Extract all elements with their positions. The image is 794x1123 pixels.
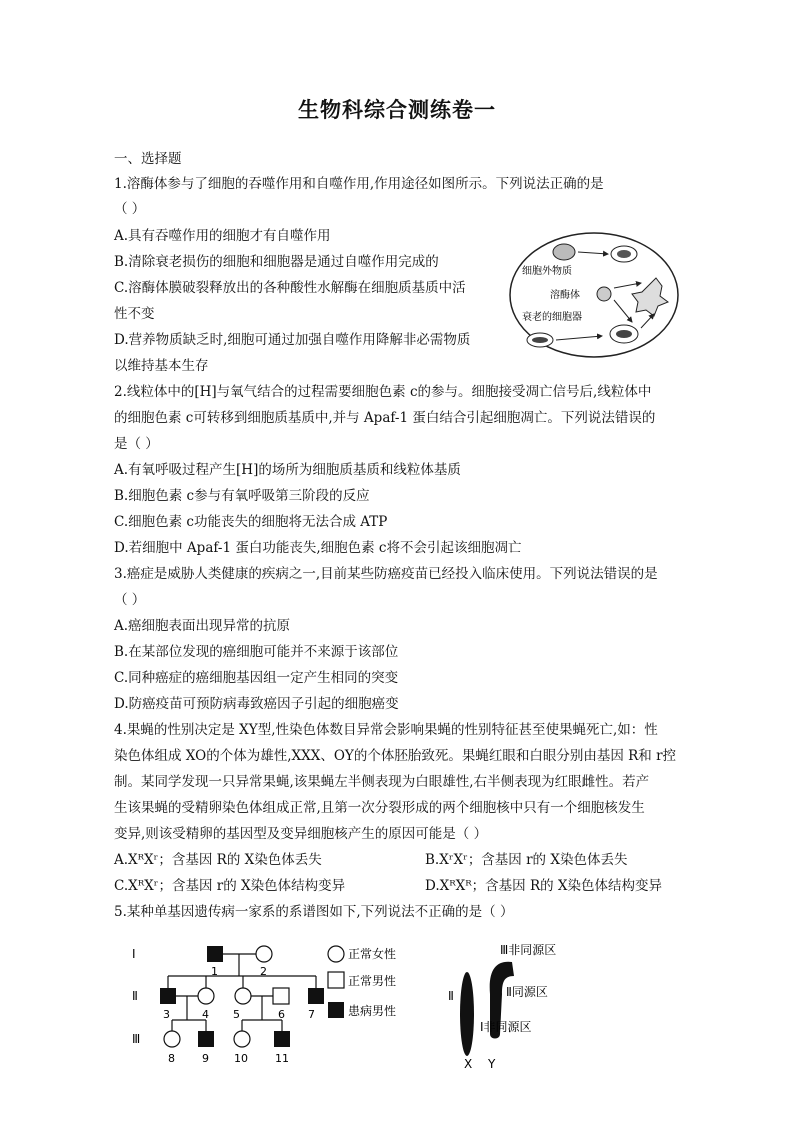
q1-stem-line1: 1.溶酶体参与了细胞的吞噬作用和自噬作用,作用途径如图所示。下列说法正确的是 [114, 176, 604, 192]
fig1-label-aged: 衰老的细胞器 [522, 312, 582, 323]
pedigree-I2 [256, 946, 272, 962]
num-1: 1 [211, 965, 218, 978]
region-label-1: Ⅰ非同源区 [480, 1020, 532, 1034]
num-6: 6 [278, 1008, 285, 1021]
num-8: 8 [168, 1052, 175, 1065]
num-11: 11 [275, 1052, 289, 1065]
q4-option-d-text: ；含基因 R的 X染色体结构变异 [471, 878, 663, 894]
legend-normal-female-symbol [328, 946, 344, 962]
q2-stem-line3: 是（ ） [114, 436, 159, 452]
region-label-left: Ⅱ [448, 989, 454, 1003]
legend-normal-female: 正常女性 [348, 947, 397, 961]
pedigree-III10 [234, 1031, 250, 1047]
page-title: 生物科综合测练卷一 [298, 98, 496, 122]
q1-option-d-line2: 以维持基本生存 [114, 358, 209, 374]
legend-normal-male-symbol [328, 972, 344, 988]
q3-option-c: C.同种癌症的癌细胞基因组一定产生相同的突变 [114, 670, 399, 686]
q4-option-a-text: ；含基因 R的 X染色体丢失 [158, 852, 322, 868]
q5-stem: 5.某种单基因遗传病一家系的系谱图如下,下列说法不正确的是（ ） [114, 904, 514, 920]
q3-stem-line2: （ ） [114, 592, 146, 608]
pedigree-II3 [160, 988, 176, 1004]
gen-label-3: Ⅲ [132, 1032, 141, 1046]
pedigree-III9 [198, 1031, 214, 1047]
pedigree-III11 [274, 1031, 290, 1047]
q1-option-c-line1: C.溶酶体膜破裂释放出的各种酸性水解酶在细胞质基质中活 [114, 280, 466, 296]
q4-stem-line5: 变异,则该受精卵的基因型及变异细胞核产生的原因可能是（ ） [114, 826, 488, 842]
q1-option-c-line2: 性不变 [114, 306, 155, 322]
pedigree-II5 [235, 988, 251, 1004]
q2-option-b: B.细胞色素 c参与有氧呼吸第三阶段的反应 [114, 488, 370, 504]
q3-option-d: D.防癌疫苗可预防病毒致癌因子引起的细胞癌变 [114, 696, 399, 712]
gen-label-2: Ⅱ [132, 989, 138, 1003]
num-2: 2 [260, 965, 267, 978]
q4-option-c [114, 877, 345, 895]
q2-option-d: D.若细胞中 Apaf-1 蛋白功能丧失,细胞色素 c将不会引起该细胞凋亡 [114, 540, 522, 556]
q4-option-d [425, 877, 662, 895]
pedigree-II4 [198, 988, 214, 1004]
num-5: 5 [233, 1008, 240, 1021]
q2-option-a: A.有氧呼吸过程产生[H]的场所为细胞质基质和线粒体基质 [114, 462, 461, 478]
q3-stem-line1: 3.癌症是威胁人类健康的疾病之一,目前某些防癌疫苗已经投入临床使用。下列说法错误的是 [114, 566, 658, 582]
q4-stem-line2: 染色体组成 XO的个体为雄性,XXX、OY的个体胚胎致死。果蝇红眼和白眼分别由基因 R和 r控 [114, 748, 677, 764]
pedigree-I1 [207, 946, 223, 962]
num-10: 10 [234, 1052, 248, 1065]
pedigree-III8 [164, 1031, 180, 1047]
section-heading: 一、选择题 [114, 151, 182, 167]
q4-option-a-genotype: A.XᴿXʳ [114, 852, 159, 868]
x-label: X [464, 1057, 473, 1071]
fig1-label-lysosome: 溶酶体 [550, 290, 580, 301]
q4-stem-line4: 生该果蝇的受精卵染色体组成正常,且第一次分裂形成的两个细胞核中只有一个细胞核发生 [114, 800, 645, 816]
legend-affected-male-symbol [328, 1002, 344, 1018]
region-label-3: Ⅲ非同源区 [500, 943, 557, 957]
q1-stem-line2: （ ） [114, 201, 146, 217]
fig1-label-outside: 细胞外物质 [522, 266, 572, 277]
q4-option-d-genotype: D.XᴿXᴿ [425, 878, 472, 894]
q4-option-b-text: ；含基因 r的 X染色体丢失 [467, 852, 628, 868]
legend-normal-male: 正常男性 [348, 974, 397, 988]
q2-stem-line1: 2.线粒体中的[H]与氧气结合的过程需要细胞色素 c的参与。细胞接受凋亡信号后,线粒体中 [114, 384, 652, 400]
q4-option-b [425, 851, 627, 869]
q2-stem-line2: 的细胞色素 c可转移到细胞质基质中,并与 Apaf-1 蛋白结合引起细胞凋亡。下列说法错误的 [114, 410, 656, 426]
q4-option-c-text: ；含基因 r的 X染色体结构变异 [158, 878, 346, 894]
lysosome-diagram [506, 228, 682, 363]
q3-option-b: B.在某部位发现的癌细胞可能并不来源于该部位 [114, 644, 399, 660]
pedigree-II6 [273, 988, 289, 1004]
q1-option-d-line1: D.营养物质缺乏时,细胞可通过加强自噬作用降解非必需物质 [114, 332, 471, 348]
y-label: Y [488, 1057, 496, 1071]
q2-option-c: C.细胞色素 c功能丧失的细胞将无法合成 ATP [114, 514, 388, 530]
q4-option-c-genotype: C.XᴿXʳ [114, 878, 159, 894]
q1-option-b: B.清除衰老损伤的细胞和细胞器是通过自噬作用完成的 [114, 254, 439, 270]
xy-chromosome-diagram [440, 934, 580, 1074]
q1-option-a: A.具有吞噬作用的细胞才有自噬作用 [114, 228, 331, 244]
num-4: 4 [202, 1008, 209, 1021]
q4-option-b-genotype: B.XʳXʳ [425, 852, 468, 868]
pedigree-chart [126, 934, 416, 1074]
q4-stem-line3: 制。某同学发现一只异常果蝇,该果蝇左半侧表现为白眼雄性,右半侧表现为红眼雌性。若产 [114, 774, 650, 790]
pedigree-II7 [308, 988, 324, 1004]
legend-affected-male: 患病男性 [348, 1004, 397, 1018]
q4-option-a [114, 851, 322, 869]
num-7: 7 [308, 1008, 315, 1021]
x-chromosome [460, 972, 474, 1056]
gen-label-1: Ⅰ [132, 947, 136, 961]
num-3: 3 [163, 1008, 170, 1021]
region-label-2: Ⅱ同源区 [506, 985, 548, 999]
num-9: 9 [202, 1052, 209, 1065]
q4-stem-line1: 4.果蝇的性别决定是 XY型,性染色体数目异常会影响果蝇的性别特征甚至使果蝇死亡,如：性 [114, 722, 658, 738]
q3-option-a: A.癌细胞表面出现异常的抗原 [114, 618, 291, 634]
